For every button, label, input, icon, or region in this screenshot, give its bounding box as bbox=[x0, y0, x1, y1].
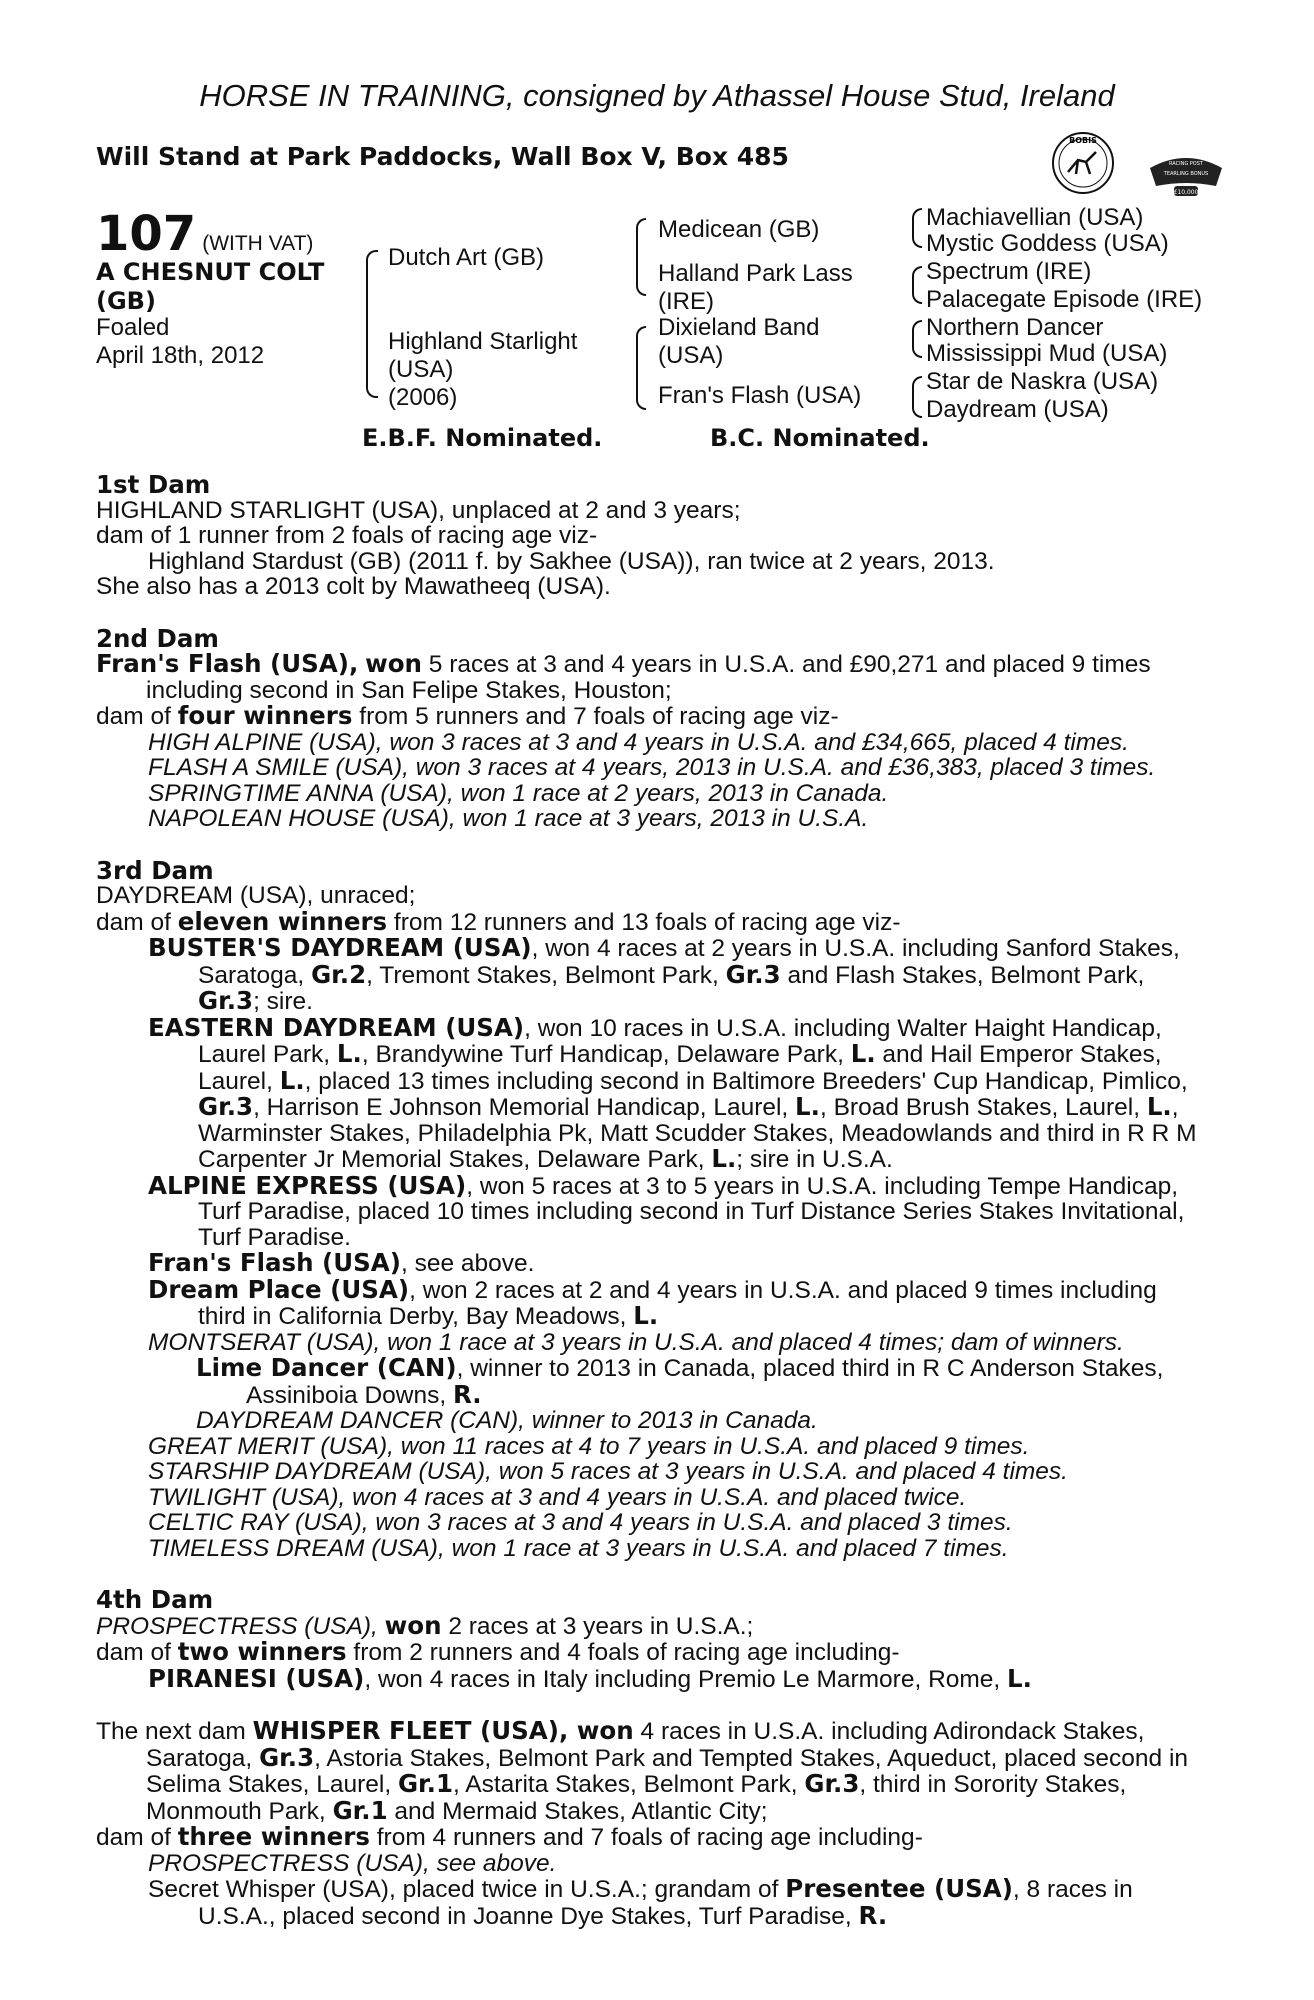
section-heading: 2nd Dam bbox=[96, 623, 219, 653]
foaled-date: Foaled April 18th, 2012 bbox=[96, 314, 265, 369]
dam: Highland Starlight (USA) (2006) bbox=[388, 328, 578, 411]
bc-nominated: B.C. Nominated. bbox=[710, 424, 930, 452]
third-dam-section: 3rd Dam DAYDREAM (USA), unraced; dam of eleven winners from 12 runners and 13 foals of racing age viz- BUSTER'S DAYDREAM (USA), won 4 races at 2 years in U.S.A. including Sanford Stakes, Saratoga, Gr.2, Tremont Stakes, Belmont Park, Gr.3 and Flash Stakes, Belmont Park, Gr.3; sire. EASTERN DAYDREAM (USA), won 10 races in U.S.A. including Walter Haight Handicap, Laurel Park, L., Brandywine Turf Handicap, Delaware Park, L. and Hail Emperor Stakes, Laurel, L., placed 13 times including second in Baltimore Breeders' Cup Handicap, Pimlico, Gr.3, Harrison E Johnson Memorial Handicap, Laurel, L., Broad Brush Stakes, Laurel, L., Warminster Stakes, Philadelphia Pk, Matt Scudder Stakes, Meadowlands and third in R R M Carpenter Jr Memorial Stakes, Delaware Park, L.; sire in U.S.A. ALPINE EXPRESS (USA), won 5 races at 3 to 5 years in U.S.A. including Tempe Handicap, Turf Paradise, placed 10 times including second in Turf Distance Series Stakes Invitational, Turf Paradise. Fran's Flash (USA), see above. Dream Place (USA), won 2 races at 2 and 4 years in U.S.A. and placed 9 times including third in California Derby, Bay Meadows, L. MONTSERAT (USA), won 1 race at 3 years in U.S.A. and placed 4 times; dam of winners. Lime Dancer (CAN), winner to 2013 in Canada, placed third in R C Anderson Stakes, Assiniboia Downs, R. DAYDREAM DANCER (CAN), winner to 2013 in Canada. GREAT MERIT (USA), won 11 races at 4 to 7 years in U.S.A. and placed 9 times. STARSHIP DAYDREAM (USA), won 5 races at 3 years in U.S.A. and placed 4 times. TWILIGHT (USA), won 4 races at 3 and 4 years in U.S.A. and placed twice. CELTIC RAY (USA), won 3 races at 3 and 4 years in U.S.A. and placed 3 times. TIMELESS DREAM (USA), won 1 race at 3 years in U.S.A. and placed 7 times. bbox=[96, 858, 1206, 1562]
sire-dam: Halland Park Lass (IRE) bbox=[658, 260, 853, 315]
brace bbox=[366, 250, 378, 398]
sss: Machiavellian (USA) bbox=[926, 204, 1144, 231]
sdd: Palacegate Episode (IRE) bbox=[926, 286, 1203, 313]
catalogue-body bbox=[96, 472, 1206, 1929]
fourth-dam-section: 4th Dam PROSPECTRESS (USA), won 2 races at 3 years in U.S.A.; dam of two winners from 2 runners and 4 foals of racing age including- PIRANESI (USA), won 4 races in Italy including Premio Le Marmore, Rome, L. bbox=[96, 1587, 1206, 1692]
sds: Spectrum (IRE) bbox=[926, 258, 1092, 285]
svg-text:TEARLING BONUS: TEARLING BONUS bbox=[1163, 171, 1209, 177]
dsd: Mississippi Mud (USA) bbox=[926, 340, 1168, 367]
lot-number: 107 bbox=[96, 206, 197, 262]
section-heading: 4th Dam bbox=[96, 1585, 214, 1614]
page-title: HORSE IN TRAINING, consigned by Athassel House Stud, Ireland bbox=[199, 78, 1115, 113]
next-dam-section: The next dam WHISPER FLEET (USA), won 4 races in U.S.A. including Adirondack Stakes, Saratoga, Gr.3, Astoria Stakes, Belmont Park and Tempted Stakes, Aqueduct, placed second in Selima Stakes, Laurel, Gr.1, Astarita Stakes, Belmont Park, Gr.3, third in Sorority Stakes, Monmouth Park, Gr.1 and Mermaid Stakes, Atlantic City; dam of three winners from 4 runners and 7 foals of racing age including- PROSPECTRESS (USA), see above. Secret Whisper (USA), placed twice in U.S.A.; grandam of Presentee (USA), 8 races in U.S.A., placed second in Joanne Dye Stakes, Turf Paradise, R. bbox=[96, 1716, 1189, 1930]
dds: Star de Naskra (USA) bbox=[926, 368, 1159, 395]
brace bbox=[912, 376, 922, 418]
dss: Northern Dancer bbox=[926, 314, 1104, 341]
brace bbox=[636, 218, 646, 296]
horse-name: A CHESNUT COLT (GB) bbox=[96, 258, 325, 315]
svg-text:RACING POST: RACING POST bbox=[1169, 161, 1203, 167]
brace bbox=[912, 208, 922, 248]
stand-location: Will Stand at Park Paddocks, Wall Box V, Box 485 bbox=[96, 142, 789, 171]
ddd: Daydream (USA) bbox=[926, 396, 1109, 423]
brace bbox=[636, 326, 646, 410]
first-dam-section: 1st Dam HIGHLAND STARLIGHT (USA), unplaced at 2 and 3 years; dam of 1 runner from 2 foals of racing age viz- Highland Stardust (GB) (2011 f. by Sakhee (USA)), ran twice at 2 years, 2013. She also has a 2013 colt by Mawatheeq (USA). bbox=[96, 472, 1206, 600]
sire-sire: Medicean (GB) bbox=[658, 216, 820, 243]
svg-text:£10,000: £10,000 bbox=[1173, 189, 1199, 196]
racing-post-bonus-logo bbox=[1146, 146, 1226, 198]
second-dam-section: 2nd Dam Fran's Flash (USA), won 5 races at 3 and 4 years in U.S.A. and £90,271 and placed 9 times including second in San Felipe Stakes, Houston; dam of four winners from 5 runners and 7 foals of racing age viz- HIGH ALPINE (USA), won 3 races at 3 and 4 years in U.S.A. and £34,665, placed 4 times. FLASH A SMILE (USA), won 3 races at 4 years, 2013 in U.S.A. and £36,383, placed 3 times. SPRINGTIME ANNA (USA), won 1 race at 2 years, 2013 in Canada. NAPOLEAN HOUSE (USA), won 1 race at 3 years, 2013 in U.S.A. bbox=[96, 626, 1206, 832]
bobis-logo bbox=[1050, 130, 1116, 196]
lot-number-row bbox=[96, 206, 313, 262]
dam-sire: Dixieland Band (USA) bbox=[658, 314, 820, 369]
ssd: Mystic Goddess (USA) bbox=[926, 230, 1169, 257]
brace bbox=[912, 320, 922, 358]
lot-vat: (WITH VAT) bbox=[202, 232, 314, 255]
dam-dam: Fran's Flash (USA) bbox=[658, 382, 862, 409]
section-heading: 1st Dam bbox=[96, 470, 211, 499]
section-heading: 3rd Dam bbox=[96, 855, 214, 885]
bobis-logo-text: BOBIS bbox=[1069, 136, 1097, 145]
ebf-nominated: E.B.F. Nominated. bbox=[362, 424, 603, 452]
brace bbox=[912, 266, 922, 304]
sire: Dutch Art (GB) bbox=[388, 244, 545, 271]
